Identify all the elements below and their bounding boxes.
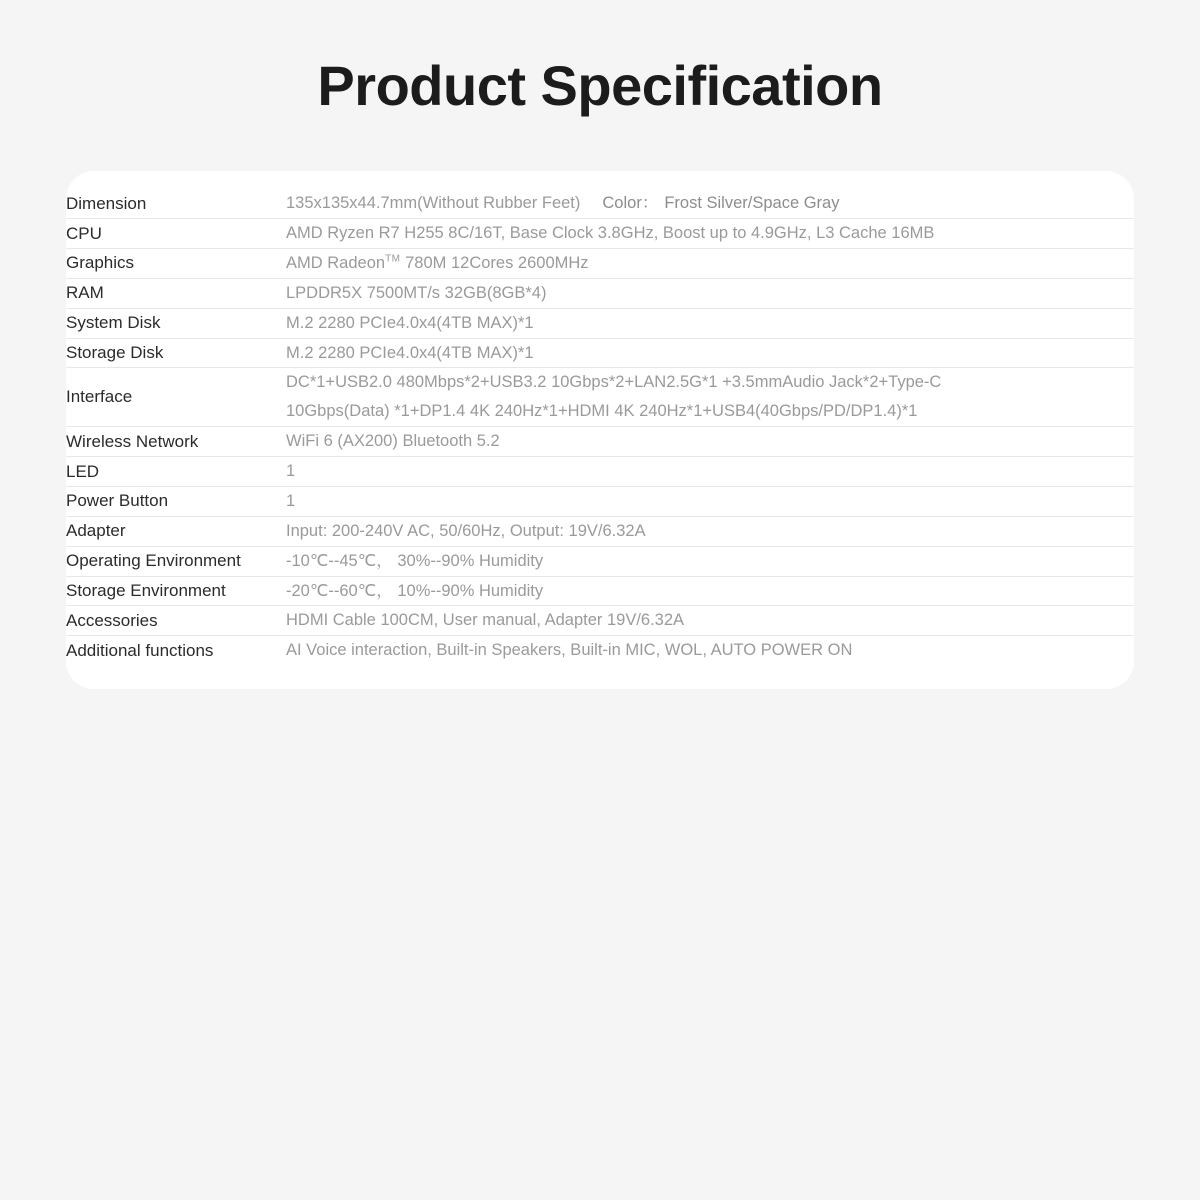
table-row <box>66 606 1134 636</box>
row-value-power-button: 1 <box>286 491 296 510</box>
row-value-interface <box>286 368 1134 427</box>
row-value-led: 1 <box>286 462 296 481</box>
interface-line-1: DC*1+USB2.0 480Mbps*2+USB3.2 10Gbps*2+LAN2.5G*1 +3.5mmAudio Jack*2+Type-C <box>286 373 942 392</box>
table-row <box>66 516 1134 546</box>
row-label-power-button: Power Button <box>66 491 169 511</box>
graphics-value-prefix: AMD Radeon <box>286 253 386 272</box>
row-label-storage-environment: Storage Environment <box>66 581 226 600</box>
table-row <box>66 248 1134 278</box>
row-value-wireless-network: WiFi 6 (AX200) Bluetooth 5.2 <box>286 432 500 451</box>
table-row <box>66 189 1134 218</box>
row-value-storage-environment: -20℃--60℃， 10%--90% Humidity <box>286 581 544 600</box>
row-label-storage-disk: Storage Disk <box>66 343 164 362</box>
table-row <box>66 636 1134 665</box>
table-row <box>66 576 1134 606</box>
row-value-additional-functions: AI Voice interaction, Built-in Speakers, Built-in MIC, WOL, AUTO POWER ON <box>286 641 853 660</box>
row-label-operating-environment: Operating Environment <box>66 551 241 571</box>
trademark-superscript: TM <box>385 253 401 265</box>
row-label-adapter: Adapter <box>66 521 126 541</box>
row-label-cpu: CPU <box>66 223 102 243</box>
row-value-graphics <box>286 248 1134 278</box>
row-value-storage-disk: M.2 2280 PCIe4.0x4(4TB MAX)*1 <box>286 343 534 362</box>
row-value-operating-environment: -10℃--45℃， 30%--90% Humidity <box>286 551 544 570</box>
table-row <box>66 368 1134 427</box>
color-label: Color： <box>602 194 659 213</box>
row-label-accessories: Accessories <box>66 610 158 630</box>
dimension-value: 135x135x44.7mm(Without Rubber Feet) <box>286 194 581 213</box>
specification-table <box>66 189 1134 665</box>
table-row <box>66 308 1134 338</box>
table-row <box>66 219 1134 249</box>
table-row <box>66 457 1134 487</box>
row-value-ram: LPDDR5X 7500MT/s 32GB(8GB*4) <box>286 283 547 302</box>
row-value-adapter: Input: 200-240V AC, 50/60Hz, Output: 19V/6.32A <box>286 521 646 540</box>
row-label-graphics: Graphics <box>66 253 135 273</box>
page-title: Product Specification <box>317 54 883 117</box>
row-label-wireless-network: Wireless Network <box>66 431 199 451</box>
row-value-dimension <box>286 189 1134 218</box>
interface-line-2: 10Gbps(Data) *1+DP1.4 4K 240Hz*1+HDMI 4K 240Hz*1+USB4(40Gbps/PD/DP1.4)*1 <box>286 402 918 421</box>
row-label-interface: Interface <box>66 387 133 407</box>
table-row <box>66 427 1134 457</box>
table-row <box>66 278 1134 308</box>
row-value-system-disk: M.2 2280 PCIe4.0x4(4TB MAX)*1 <box>286 313 534 332</box>
table-row <box>66 546 1134 576</box>
row-label-ram: RAM <box>66 283 104 303</box>
row-value-cpu: AMD Ryzen R7 H255 8C/16T, Base Clock 3.8GHz, Boost up to 4.9GHz, L3 Cache 16MB <box>286 224 935 243</box>
table-row <box>66 486 1134 516</box>
table-row <box>66 338 1134 368</box>
color-value: Frost Silver/Space Gray <box>664 194 840 213</box>
row-value-accessories: HDMI Cable 100CM, User manual, Adapter 19V/6.32A <box>286 611 685 630</box>
row-label-system-disk: System Disk <box>66 313 161 333</box>
specification-card <box>66 171 1134 689</box>
row-label-dimension: Dimension <box>66 193 147 213</box>
row-label-additional-functions: Additional functions <box>66 640 214 660</box>
color-group <box>602 194 839 212</box>
row-label-led: LED <box>66 461 100 481</box>
graphics-value-suffix: 780M 12Cores 2600MHz <box>405 253 589 272</box>
